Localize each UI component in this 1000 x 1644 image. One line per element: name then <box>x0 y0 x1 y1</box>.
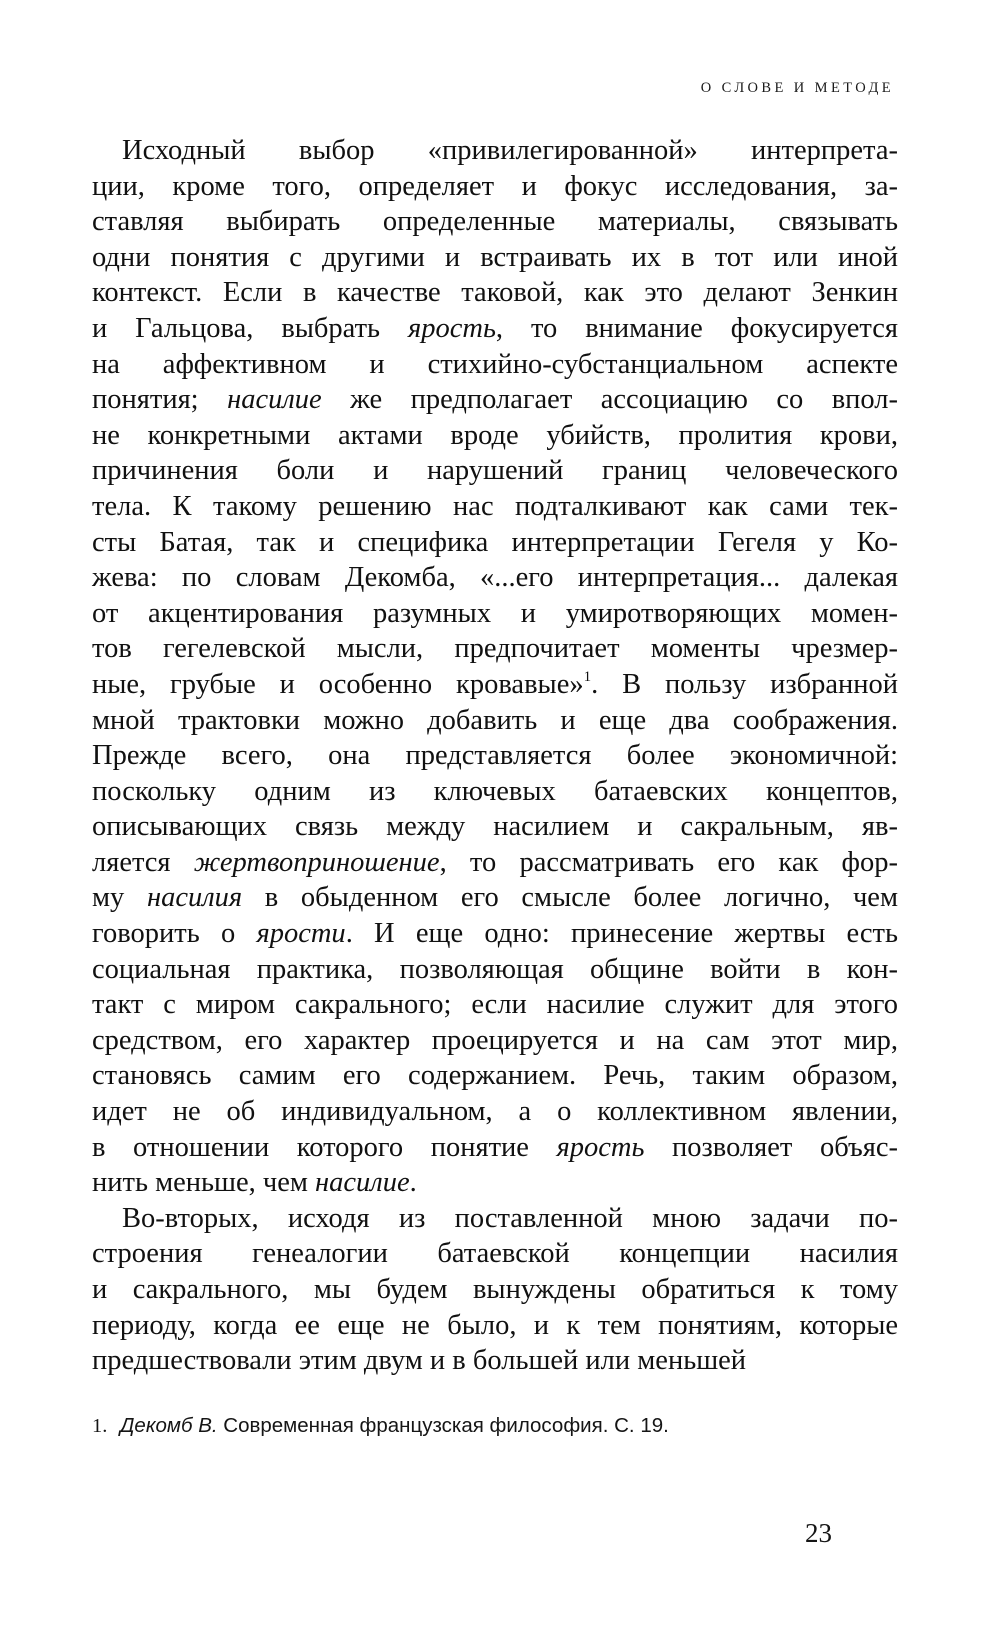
text-segment: Исходный выбор «привилегированной» интерпрета- <box>122 135 898 166</box>
text-line <box>92 738 898 774</box>
text-line <box>92 667 898 703</box>
text-segment: социальная практика, позволяющая общине войти в кон- <box>92 953 898 985</box>
text-segment: ции, кроме того, определяет и фокус исследования, за- <box>92 170 898 202</box>
text-segment: говорить о <box>92 918 257 950</box>
text-line <box>92 1201 898 1237</box>
text-segment: такт с миром сакрального; если насилие служит для этого <box>92 989 898 1021</box>
text-segment: . <box>409 1167 417 1199</box>
text-line <box>92 382 898 418</box>
text-segment: нить меньше, чем <box>92 1167 316 1199</box>
text-line <box>92 418 898 454</box>
text-segment: ляется <box>92 846 194 878</box>
text-segment: же предполагает ассоциацию со впол- <box>321 384 898 416</box>
text-segment: Во-вторых, исходя из поставленной мною задачи по- <box>122 1202 898 1234</box>
text-segment: средством, его характер проецируется и на сам этот мир, <box>92 1024 898 1056</box>
text-segment: тела. К такому решению нас подталкивают как сами тек- <box>92 490 898 522</box>
text-line <box>92 489 898 525</box>
footnote <box>92 1413 898 1439</box>
paragraph <box>92 133 898 1201</box>
text-segment: ставляя выбирать определенные материалы, связывать <box>92 206 898 238</box>
text-line <box>92 133 898 169</box>
text-segment: причинения боли и нарушений границ человеческого <box>92 455 898 487</box>
text-line <box>92 952 898 988</box>
emphasis: ярости <box>256 918 346 950</box>
text-segment: и Гальцова, выбрать <box>92 312 408 344</box>
text-line <box>92 596 898 632</box>
emphasis: насилие <box>315 1167 410 1199</box>
text-segment: на аффективном и стихийно-субстанциальном аспекте <box>92 348 898 380</box>
footnote-author: Декомб В. <box>120 1414 218 1437</box>
text-line <box>92 1272 898 1308</box>
text-line <box>92 631 898 667</box>
text-segment: идет не об индивидуальном, а о коллективном явлении, <box>92 1096 898 1128</box>
text-segment: становясь самим его содержанием. Речь, таким образом, <box>92 1060 898 1092</box>
text-line <box>92 987 898 1023</box>
text-segment: мной трактовки можно добавить и еще два соображения. <box>92 704 898 736</box>
text-line <box>92 169 898 205</box>
text-segment: понятия; <box>92 384 228 416</box>
emphasis: ярость <box>407 312 496 344</box>
text-segment: позволяет объяс- <box>644 1131 898 1163</box>
text-segment: от акцентирования разумных и умиротворяющих момен- <box>92 597 898 629</box>
footnote-number: 1. <box>92 1415 108 1437</box>
emphasis: жертвоприношение <box>193 846 440 878</box>
text-line <box>92 1130 898 1166</box>
text-line <box>92 916 898 952</box>
text-line <box>92 1165 898 1201</box>
text-segment: и сакрального, мы будем вынуждены обратиться к тому <box>92 1274 898 1305</box>
text-segment: поскольку одним из ключевых батаевских концептов, <box>92 775 898 807</box>
text-segment: строения генеалогии батаевской концепции насилия <box>92 1238 898 1270</box>
text-line <box>92 880 898 916</box>
text-line <box>92 453 898 489</box>
text-line <box>92 1236 898 1272</box>
text-segment: тов гегелевской мысли, предпочитает моменты чрезмер- <box>92 633 898 665</box>
text-segment: периоду, когда ее еще не было, и к тем понятиям, которые <box>92 1309 898 1341</box>
text-line <box>92 1094 898 1130</box>
text-line <box>92 311 898 347</box>
text-segment: Прежде всего, она представляется более экономичной: <box>92 740 898 772</box>
text-line <box>92 703 898 739</box>
text-segment: не конкретными актами вроде убийств, пролития крови, <box>92 419 898 451</box>
text-segment: . В пользу избранной <box>591 668 898 700</box>
text-line <box>92 809 898 845</box>
text-segment: описывающих связь между насилием и сакральным, яв- <box>92 811 898 843</box>
text-line <box>92 1308 898 1344</box>
running-head: О СЛОВЕ И МЕТОДЕ <box>700 80 894 96</box>
footnote-text: Современная французская философия. С. 19. <box>217 1414 669 1437</box>
text-line <box>92 347 898 383</box>
text-segment: . И еще одно: принесение жертвы есть <box>345 918 899 950</box>
text-line <box>92 1343 898 1379</box>
text-segment: му <box>92 882 147 914</box>
text-line <box>92 240 898 276</box>
page-number: 23 <box>805 1518 832 1548</box>
text-segment: , то рассматривать его как фор- <box>439 846 898 878</box>
text-segment: контекст. Если в качестве таковой, как это делают Зенкин <box>92 277 898 309</box>
text-line <box>92 1058 898 1094</box>
text-line <box>92 774 898 810</box>
text-segment: жева: по словам Декомба, «...его интерпретация... далекая <box>92 562 898 594</box>
text-line <box>92 525 898 561</box>
emphasis: насилие <box>227 384 322 416</box>
footnote-marker: 1 <box>583 668 592 685</box>
paragraph <box>92 1201 898 1379</box>
text-segment: сты Батая, так и специфика интерпретации Гегеля у Ко- <box>92 526 898 558</box>
text-line <box>92 275 898 311</box>
text-line <box>92 1023 898 1059</box>
text-segment: в отношении которого понятие <box>92 1131 557 1163</box>
text-segment: , то внимание фокусируется <box>495 312 898 344</box>
text-segment: одни понятия с другими и встраивать их в тот или иной <box>92 241 898 273</box>
text-line <box>92 845 898 881</box>
emphasis: насилия <box>146 882 243 914</box>
emphasis: ярость <box>556 1131 645 1163</box>
text-line <box>92 560 898 596</box>
body-text <box>92 133 898 1379</box>
text-segment: ные, грубые и особенно кровавые» <box>92 668 584 700</box>
text-segment: предшествовали этим двум и в большей или меньшей <box>92 1345 747 1377</box>
text-line <box>92 204 898 240</box>
text-segment: в обыденном его смысле более логично, чем <box>242 882 898 914</box>
